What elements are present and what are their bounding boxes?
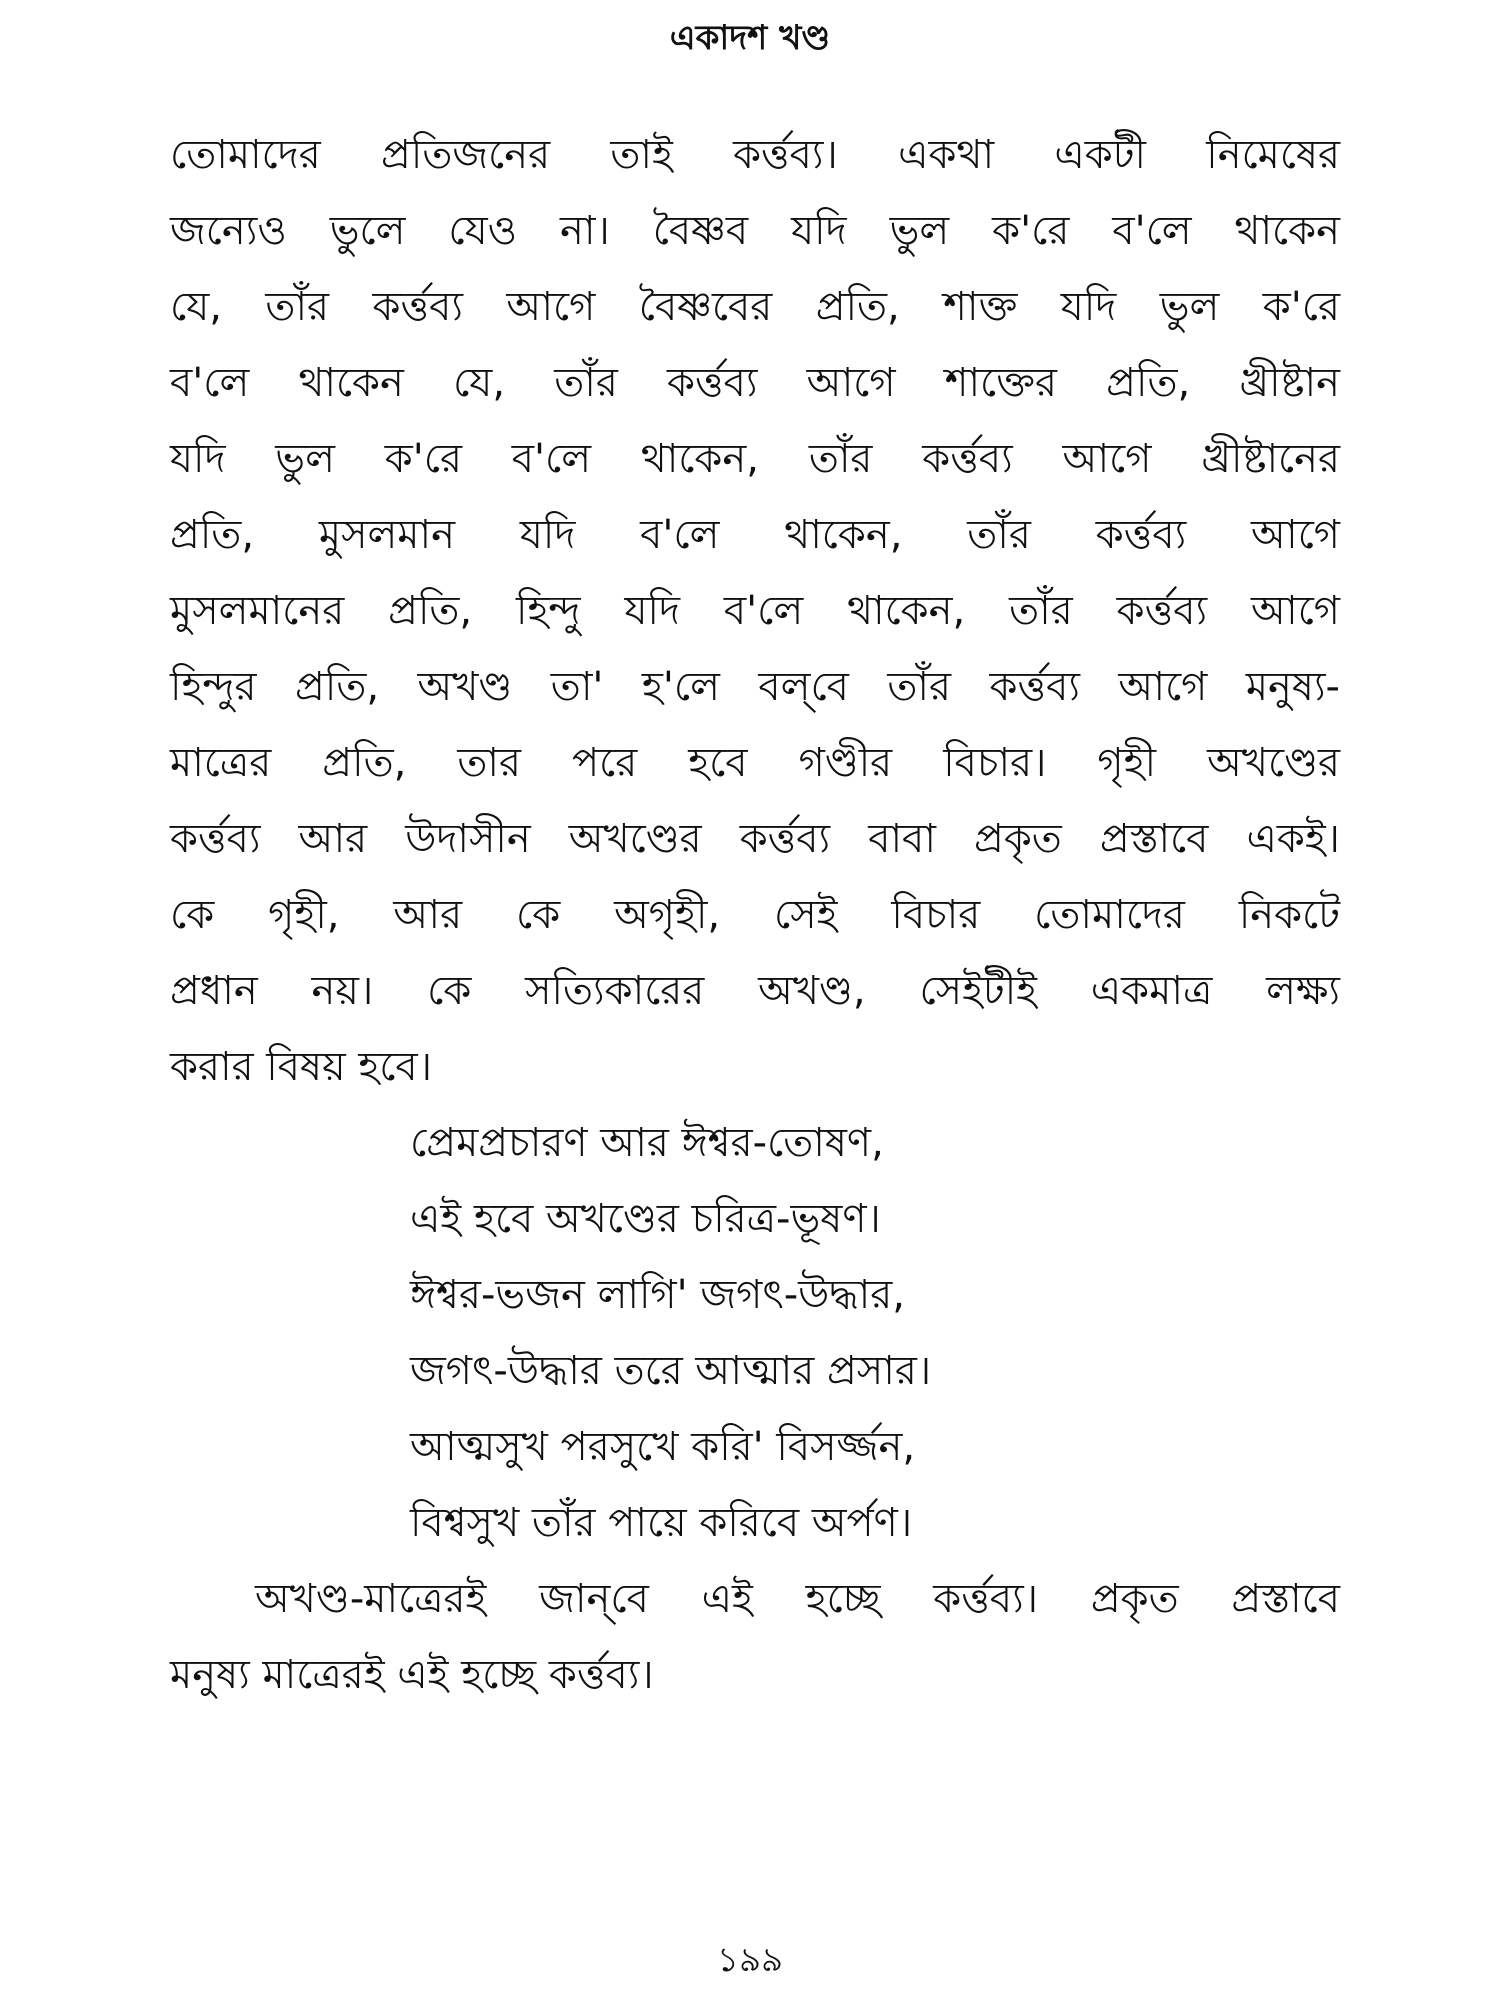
- verse-line: প্রেমপ্রচারণ আর ঈশ্বর-তোষণ,: [410, 1120, 884, 1166]
- running-header: একাদশ খণ্ড: [669, 18, 831, 58]
- paragraph-line: তোমাদের প্রতিজনের তাই কর্ত্তব্য। একথা একটী নিমেষের: [170, 132, 1340, 178]
- paragraph-line: ব'লে থাকেন যে, তাঁর কর্ত্তব্য আগে শাক্তের প্রতি, খ্রীষ্টান: [170, 360, 1340, 406]
- verse-line: এই হবে অখণ্ডের চরিত্র-ভূষণ।: [410, 1196, 881, 1242]
- paragraph-line: মনুষ্য মাত্রেরই এই হচ্ছে কর্ত্তব্য।: [170, 1652, 654, 1698]
- paragraph-line: যে, তাঁর কর্ত্তব্য আগে বৈষ্ণবের প্রতি, শাক্ত যদি ভুল ক'রে: [170, 284, 1340, 330]
- paragraph-line: অখণ্ড-মাত্রেরই জান্‌বে এই হচ্ছে কর্ত্তব্য। প্রকৃত প্রস্তাবে: [255, 1576, 1340, 1622]
- paragraph-line: প্রতি, মুসলমান যদি ব'লে থাকেন, তাঁর কর্ত্তব্য আগে: [170, 512, 1340, 558]
- paragraph-line: মাত্রের প্রতি, তার পরে হবে গণ্ডীর বিচার। গৃহী অখণ্ডের: [170, 740, 1340, 786]
- paragraph-line: মুসলমানের প্রতি, হিন্দু যদি ব'লে থাকেন, তাঁর কর্ত্তব্য আগে: [170, 588, 1340, 634]
- paragraph-line: প্রধান নয়। কে সত্যিকারের অখণ্ড, সেইটীই একমাত্র লক্ষ্য: [170, 968, 1340, 1014]
- paragraph-line: কে গৃহী, আর কে অগৃহী, সেই বিচার তোমাদের নিকটে: [170, 892, 1340, 938]
- paragraph-line: জন্যেও ভুলে যেও না। বৈষ্ণব যদি ভুল ক'রে ব'লে থাকেন: [170, 208, 1340, 254]
- verse-line: ঈশ্বর-ভজন লাগি' জগৎ-উদ্ধার,: [410, 1272, 905, 1318]
- paragraph-line: যদি ভুল ক'রে ব'লে থাকেন, তাঁর কর্ত্তব্য আগে খ্রীষ্টানের: [170, 436, 1340, 482]
- page-number: ১৯৯: [716, 1940, 784, 1980]
- paragraph-line: কর্ত্তব্য আর উদাসীন অখণ্ডের কর্ত্তব্য বাবা প্রকৃত প্রস্তাবে একই।: [170, 816, 1340, 862]
- verse-line: জগৎ-উদ্ধার তরে আত্মার প্রসার।: [410, 1348, 932, 1394]
- verse-line: আত্মসুখ পরসুখে করি' বিসর্জ্জন,: [410, 1424, 916, 1470]
- verse-line: বিশ্বসুখ তাঁর পায়ে করিবে অর্পণ।: [410, 1500, 913, 1546]
- paragraph-line: করার বিষয় হবে।: [170, 1044, 432, 1090]
- paragraph-line: হিন্দুর প্রতি, অখণ্ড তা' হ'লে বল্‌বে তাঁর কর্ত্তব্য আগে মনুষ্য-: [170, 664, 1340, 710]
